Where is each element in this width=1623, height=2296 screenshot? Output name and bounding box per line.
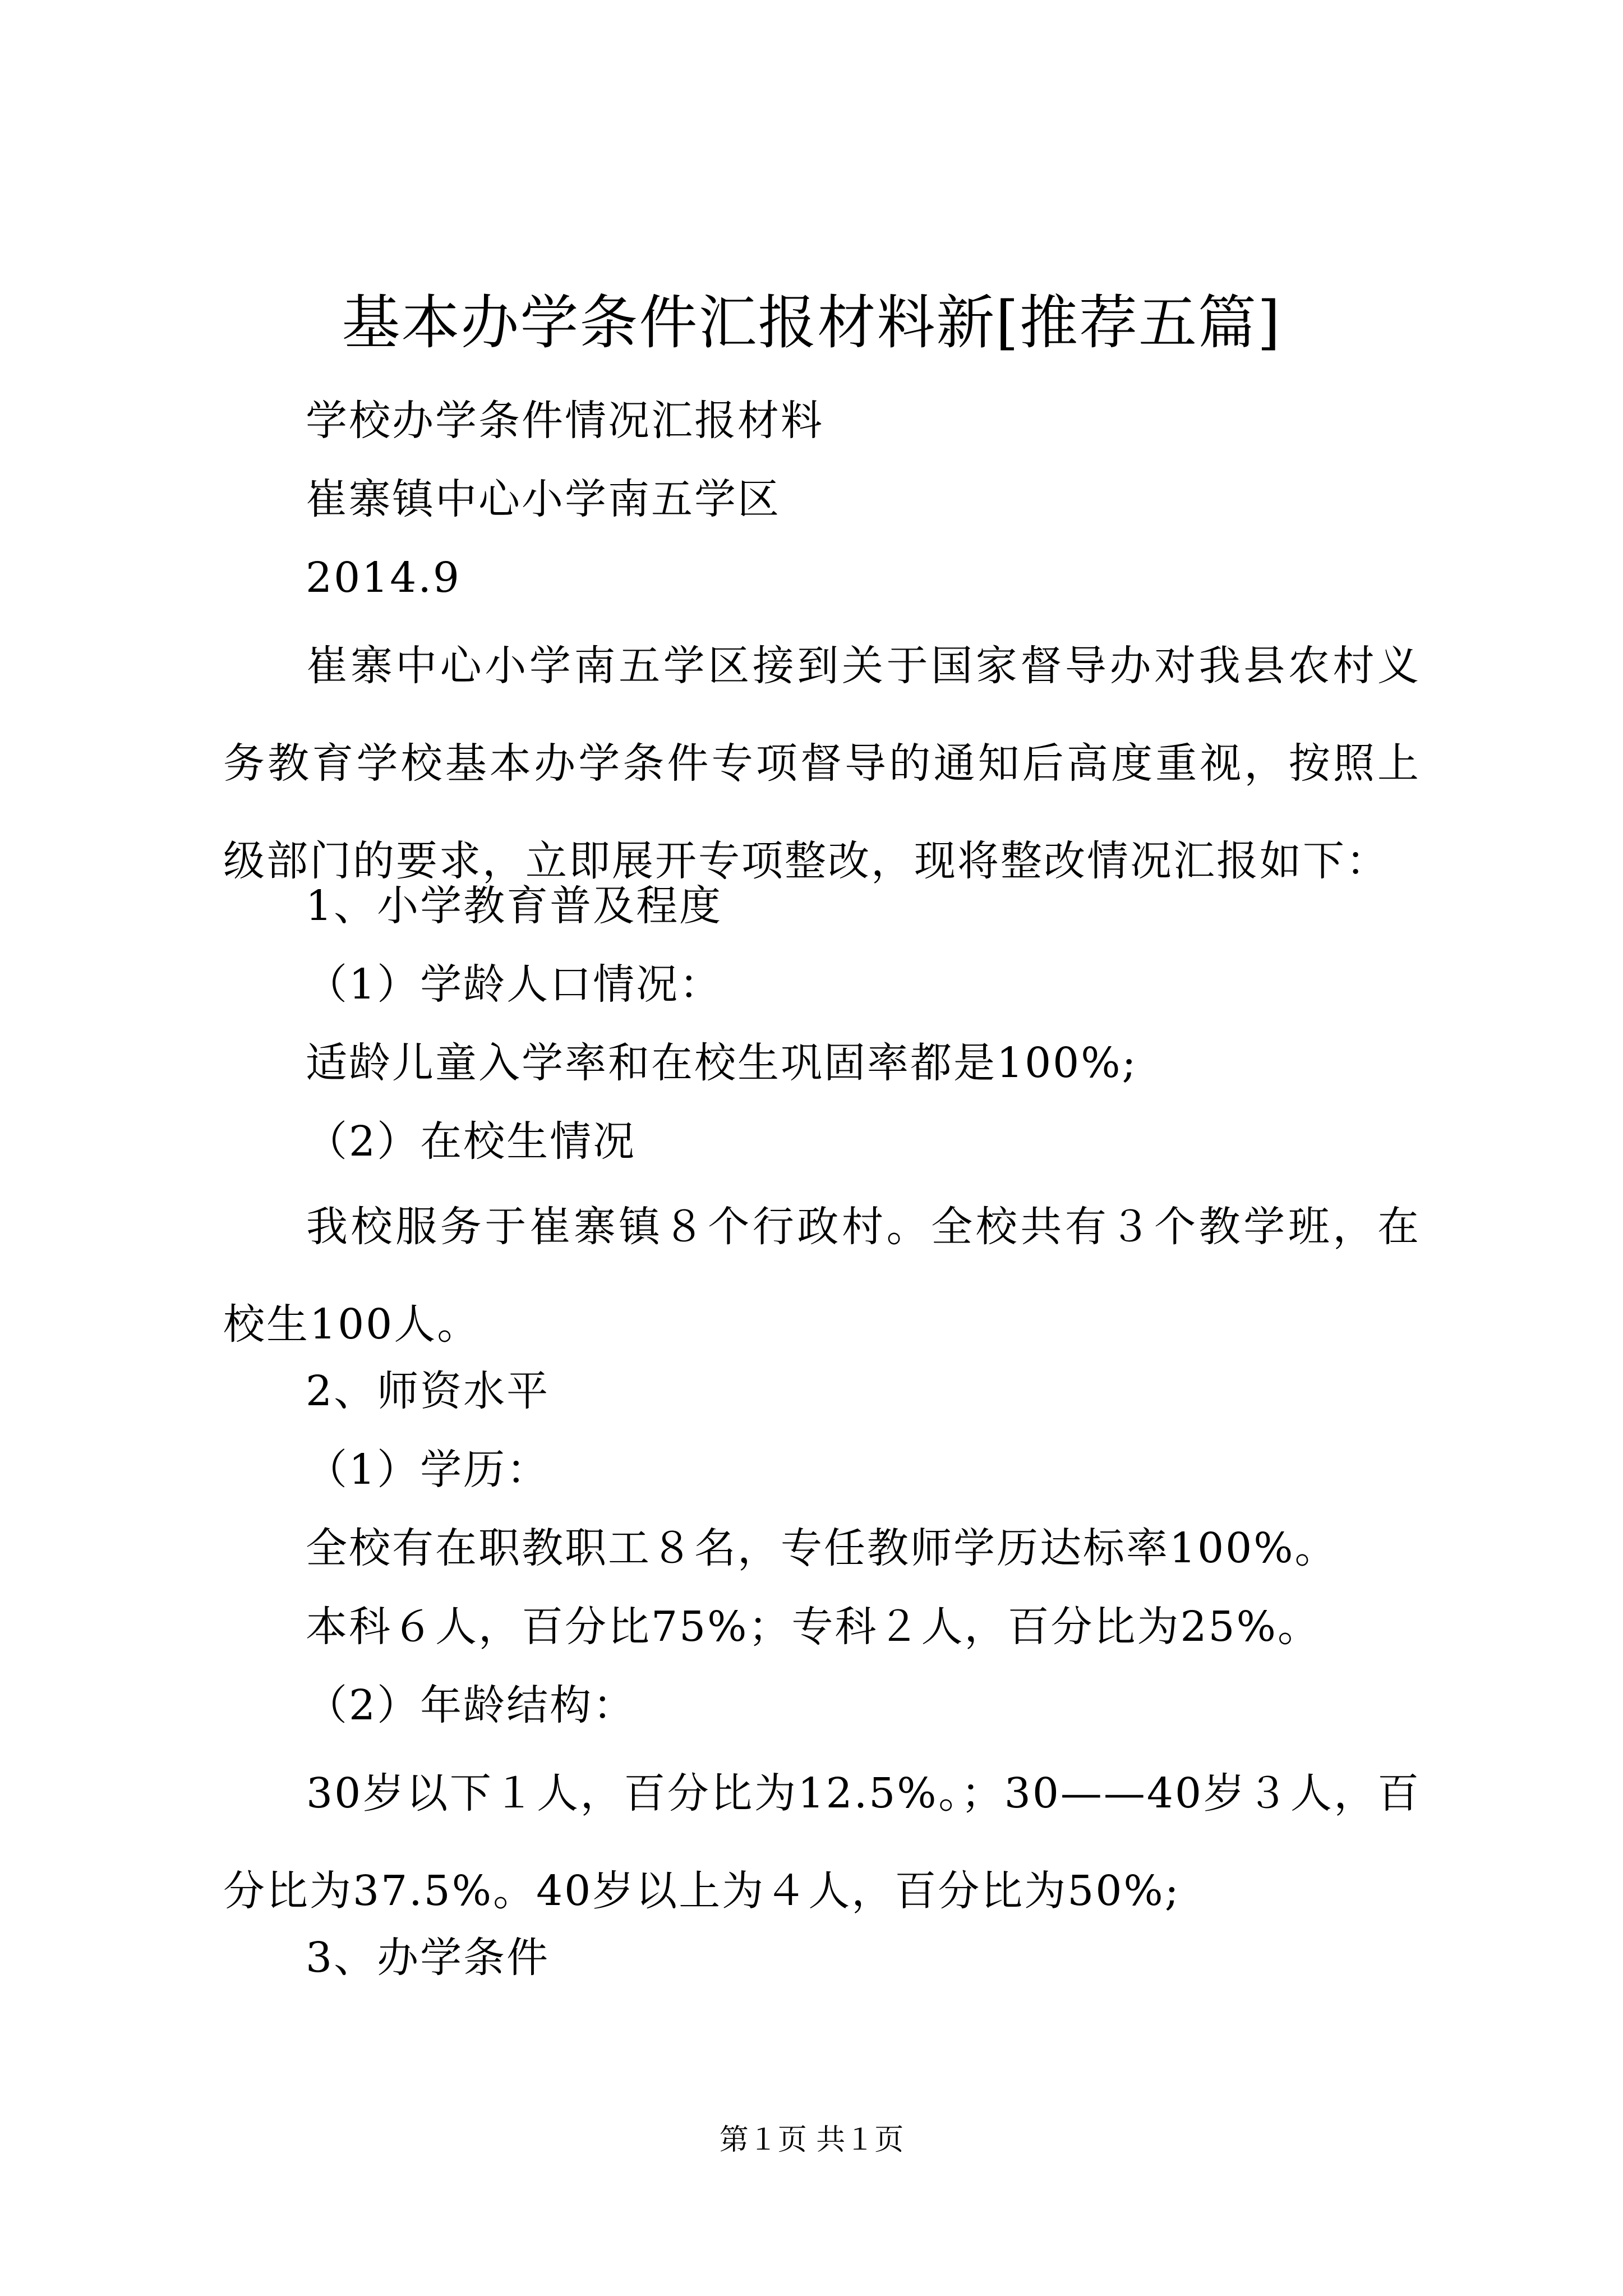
subtitle: 学校办学条件情况汇报材料 [306, 397, 824, 445]
intro-paragraph: 崔寨中心小学南五学区接到关于国家督导办对我县农村义务教育学校基本办学条件专项督导的通知后高度重视，按照上级部门的要求，立即展开专项整改，现将整改情况汇报如下： [223, 642, 1421, 885]
section-2-sub-2-text: 30岁以下１人，百分比为12.5%。；30——40岁３人，百分比为37.5%。40岁以上为４人，百分比为50%; [223, 1769, 1421, 1915]
section-1-heading: 1、小学教育普及程度 [306, 882, 723, 930]
section-1-sub-1: （1）学龄人口情况： [306, 960, 723, 1009]
section-3-heading: 3、办学条件 [306, 1934, 550, 1982]
section-2-sub-1-text-1: 全校有在职教职工８名，专任教师学历达标率100%。 [306, 1524, 1338, 1572]
organization: 崔寨镇中心小学南五学区 [306, 475, 781, 523]
section-1-sub-2: （2）在校生情况 [306, 1117, 637, 1166]
section-2-sub-1-text-2: 本科６人，百分比75%；专科２人，百分比为25%。 [306, 1603, 1321, 1651]
page-footer: 第１页 共１页 [719, 2123, 904, 2157]
section-1-sub-2-text: 我校服务于崔寨镇８个行政村。全校共有３个教学班，在校生100人。 [223, 1203, 1421, 1349]
section-1-sub-1-text: 适龄儿童入学率和在校生巩固率都是100%; [306, 1039, 1138, 1087]
section-2-sub-2: （2）年龄结构： [306, 1681, 637, 1729]
report-date: 2014.9 [306, 554, 461, 602]
document-title: 基本办学条件汇报材料新[推荐五篇] [342, 288, 1281, 357]
section-2-heading: 2、师资水平 [306, 1367, 550, 1415]
section-2-sub-1: （1）学历： [306, 1446, 550, 1494]
